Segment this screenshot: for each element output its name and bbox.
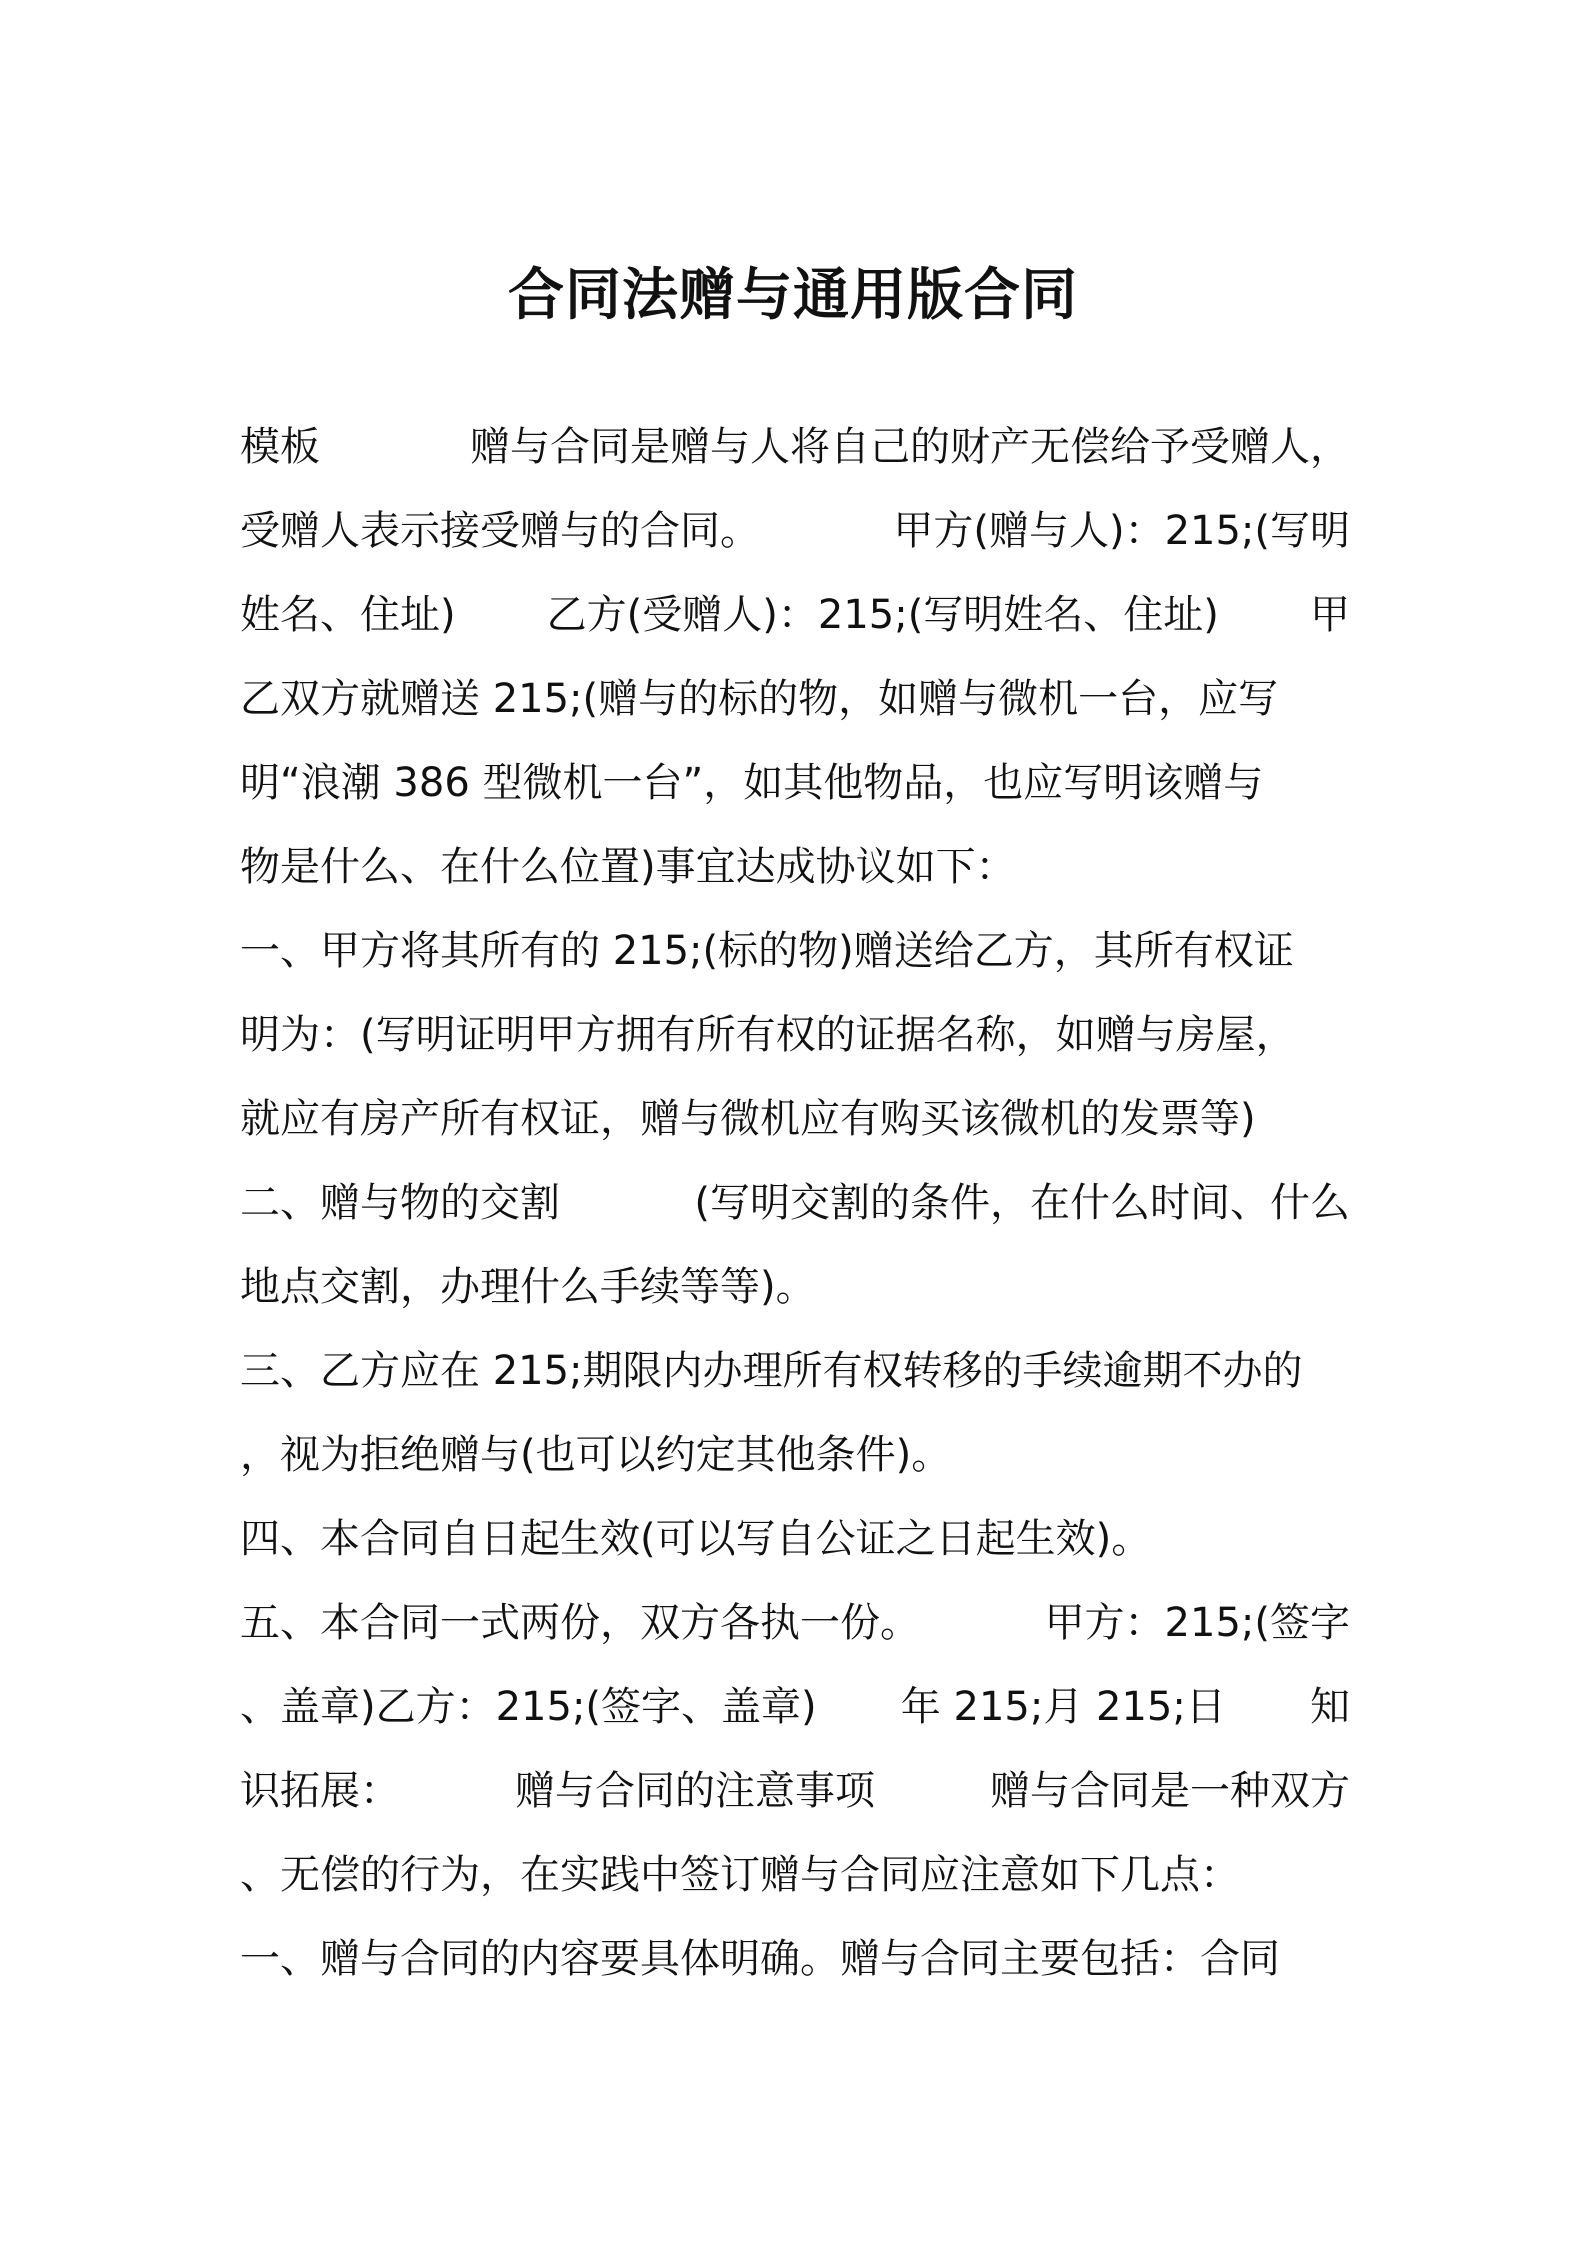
text-segment: 知 [1310,1684,1350,1730]
text-line [240,1581,1350,1665]
text-line [240,1917,1350,2001]
text-line [240,1833,1350,1917]
text-segment: 乙双方就赠送 215;(赠与的标的物，如赠与微机一台，应写 [240,676,1279,722]
text-line [240,825,1350,909]
text-line [240,741,1350,825]
text-segment: 四、本合同自日起生效(可以写自公证之日起生效)。 [240,1516,1152,1562]
text-line [240,489,1350,573]
text-segment: 明为：(写明证明甲方拥有所有权的证据名称，如赠与房屋， [240,1012,1296,1058]
text-line [240,1245,1350,1329]
text-segment: 赠与合同的注意事项 [515,1768,875,1814]
text-line [240,1665,1350,1749]
text-segment: 甲 [1309,592,1350,638]
text-line [240,657,1350,741]
text-segment: 模板 [240,424,320,470]
text-line [240,1077,1350,1161]
text-line [240,1413,1350,1497]
text-segment: 赠与合同是一种双方 [990,1768,1350,1814]
text-segment: 、盖章)乙方：215;(签字、盖章) [240,1684,817,1730]
text-segment: 甲方(赠与人)：215;(写明 [893,508,1350,554]
text-segment: 地点交割，办理什么手续等等)。 [240,1264,816,1310]
text-line [240,573,1350,657]
text-segment: 五、本合同一式两份，双方各执一份。 [240,1600,920,1646]
text-segment: 一、赠与合同的内容要具体明确。赠与合同主要包括：合同 [240,1936,1280,1982]
text-segment: 乙方(受赠人)：215;(写明姓名、住址) [546,592,1219,638]
text-segment: 甲方：215;(签字 [1044,1600,1350,1646]
text-line [240,1749,1350,1833]
text-segment: 年 215;月 215;日 [900,1684,1226,1730]
text-line [240,1329,1350,1413]
document-body [240,405,1350,2001]
text-line [240,1497,1350,1581]
text-segment: ，视为拒绝赠与(也可以约定其他条件)。 [240,1432,952,1478]
text-segment: 赠与合同是赠与人将自己的财产无偿给予受赠人， [470,424,1350,470]
text-segment: 二、赠与物的交割 [240,1180,560,1226]
text-line [240,1161,1350,1245]
document-title: 合同法赠与通用版合同 [508,263,1078,328]
text-segment: 受赠人表示接受赠与的合同。 [240,508,760,554]
text-line [240,909,1350,993]
text-segment: 、无偿的行为，在实践中签订赠与合同应注意如下几点： [240,1852,1240,1898]
text-line [240,405,1350,489]
text-line [240,993,1350,1077]
text-segment: 姓名、住址) [240,592,456,638]
text-segment: 一、甲方将其所有的 215;(标的物)赠送给乙方，其所有权证 [240,928,1294,974]
text-segment: 就应有房产所有权证，赠与微机应有购买该微机的发票等) [240,1096,1256,1142]
text-segment: 三、乙方应在 215;期限内办理所有权转移的手续逾期不办的 [240,1348,1303,1394]
text-segment: 识拓展： [240,1768,400,1814]
text-segment: (写明交割的条件，在什么时间、什么 [694,1180,1350,1226]
text-segment: 明“浪潮 386 型微机一台”，如其他物品，也应写明该赠与 [240,760,1264,806]
text-segment: 物是什么、在什么位置)事宜达成协议如下： [240,844,1016,890]
